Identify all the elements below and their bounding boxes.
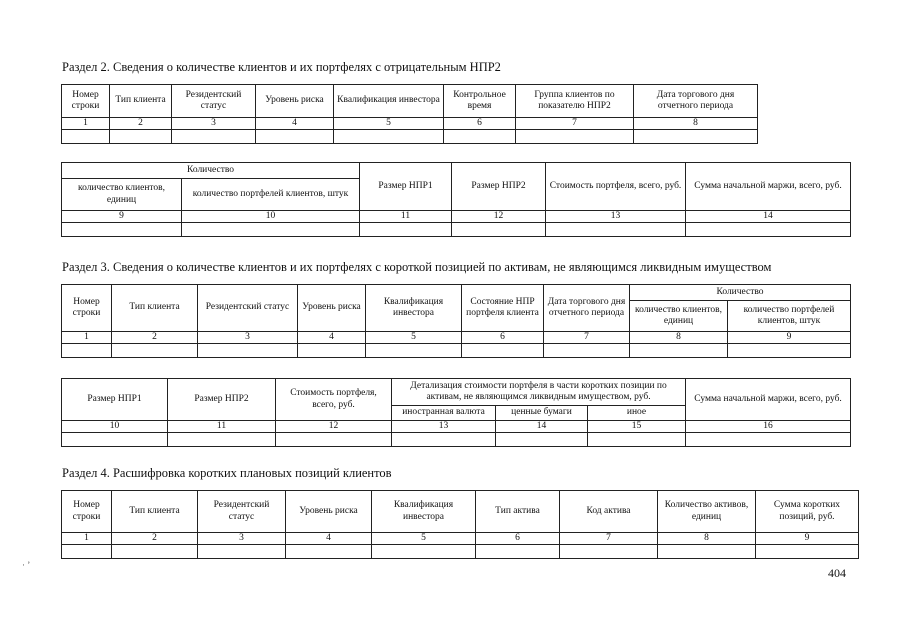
column-number: 1 (62, 533, 112, 545)
empty-cell (112, 344, 198, 358)
header-cell: Сумма коротких позиций, руб. (756, 491, 859, 533)
column-number: 4 (286, 533, 372, 545)
section-3-heading: Раздел 3. Сведения о количестве клиентов и их портфелях с короткой позицией по активам, не являющимся ликвидным имуществом (62, 260, 772, 274)
column-number: 12 (452, 211, 546, 223)
column-number: 9 (756, 533, 859, 545)
header-cell: Тип клиента (112, 285, 198, 332)
empty-cell (372, 545, 476, 559)
column-number: 11 (168, 421, 276, 433)
column-number: 3 (172, 118, 256, 130)
column-number: 14 (496, 421, 588, 433)
header-cell: Квалификация инвестора (372, 491, 476, 533)
empty-cell (168, 433, 276, 447)
header-cell: иное (588, 406, 686, 421)
header-cell: Уровень риска (286, 491, 372, 533)
empty-cell (588, 433, 686, 447)
section-3-table-2 (61, 378, 851, 447)
column-number: 10 (62, 421, 168, 433)
column-number: 14 (686, 211, 851, 223)
header-cell: Размер НПР2 (168, 379, 276, 421)
empty-cell (110, 130, 172, 144)
header-cell: Состояние НПР портфеля клиента (462, 285, 544, 332)
header-cell: Дата торгового дня отчетного периода (544, 285, 630, 332)
group-header: Количество (62, 163, 360, 179)
header-cell: количество клиентов, единиц (630, 301, 728, 332)
column-number: 6 (462, 332, 544, 344)
header-cell: Тип клиента (110, 85, 172, 118)
empty-cell (686, 223, 851, 237)
group-header: Количество (630, 285, 851, 301)
header-cell: Резидентский статус (198, 285, 298, 332)
column-number: 15 (588, 421, 686, 433)
empty-cell (62, 130, 110, 144)
header-cell: Квалификация инвестора (366, 285, 462, 332)
empty-cell (198, 545, 286, 559)
empty-cell (62, 433, 168, 447)
empty-cell (496, 433, 588, 447)
empty-cell (544, 344, 630, 358)
empty-cell (62, 545, 112, 559)
empty-cell (366, 344, 462, 358)
empty-cell (444, 130, 516, 144)
empty-cell (62, 344, 112, 358)
empty-cell (392, 433, 496, 447)
empty-cell (634, 130, 758, 144)
empty-cell (256, 130, 334, 144)
header-cell: количество портфелей клиентов, штук (182, 179, 360, 211)
empty-cell (182, 223, 360, 237)
empty-cell (462, 344, 544, 358)
section-4-table-1 (61, 490, 859, 559)
header-cell: Размер НПР1 (360, 163, 452, 211)
empty-cell (286, 545, 372, 559)
header-cell: Сумма начальной маржи, всего, руб. (686, 163, 851, 211)
column-number: 4 (256, 118, 334, 130)
section-4-heading: Раздел 4. Расшифровка коротких плановых позиций клиентов (62, 466, 392, 480)
header-cell: количество клиентов, единиц (62, 179, 182, 211)
column-number: 11 (360, 211, 452, 223)
section-2-table-1 (61, 84, 758, 144)
column-number: 8 (658, 533, 756, 545)
empty-cell (630, 344, 728, 358)
header-cell: Тип актива (476, 491, 560, 533)
scan-artifact: · ’ (22, 560, 31, 570)
empty-cell (546, 223, 686, 237)
column-number: 8 (630, 332, 728, 344)
empty-cell (360, 223, 452, 237)
column-number: 2 (112, 332, 198, 344)
empty-cell (62, 223, 182, 237)
empty-cell (658, 545, 756, 559)
empty-cell (728, 344, 851, 358)
header-cell: Дата торгового дня отчетного периода (634, 85, 758, 118)
column-number: 3 (198, 533, 286, 545)
column-number: 7 (516, 118, 634, 130)
header-cell: Контрольное время (444, 85, 516, 118)
column-number: 5 (366, 332, 462, 344)
column-number: 8 (634, 118, 758, 130)
column-number: 16 (686, 421, 851, 433)
column-number: 7 (544, 332, 630, 344)
group-header: Детализация стоимости портфеля в части коротких позиции по активам, не являющимся ликвидным имуществом, руб. (392, 379, 686, 406)
column-number: 9 (728, 332, 851, 344)
empty-cell (686, 433, 851, 447)
column-number: 3 (198, 332, 298, 344)
empty-cell (112, 545, 198, 559)
header-cell: Номер строки (62, 85, 110, 118)
column-number: 6 (476, 533, 560, 545)
header-cell: Номер строки (62, 491, 112, 533)
header-cell: Номер строки (62, 285, 112, 332)
column-number: 5 (334, 118, 444, 130)
header-cell: Тип клиента (112, 491, 198, 533)
empty-cell (198, 344, 298, 358)
column-number: 6 (444, 118, 516, 130)
header-cell: Стоимость портфеля, всего, руб. (546, 163, 686, 211)
empty-cell (516, 130, 634, 144)
empty-cell (298, 344, 366, 358)
header-cell: ценные бумаги (496, 406, 588, 421)
empty-cell (756, 545, 859, 559)
header-cell: Сумма начальной маржи, всего, руб. (686, 379, 851, 421)
header-cell: Код актива (560, 491, 658, 533)
column-number: 4 (298, 332, 366, 344)
empty-cell (560, 545, 658, 559)
header-cell: Размер НПР2 (452, 163, 546, 211)
empty-cell (276, 433, 392, 447)
header-cell: Уровень риска (256, 85, 334, 118)
empty-cell (452, 223, 546, 237)
header-cell: Уровень риска (298, 285, 366, 332)
section-2-table-2 (61, 162, 851, 237)
header-cell: Группа клиентов по показателю НПР2 (516, 85, 634, 118)
column-number: 7 (560, 533, 658, 545)
empty-cell (476, 545, 560, 559)
section-2-heading: Раздел 2. Сведения о количестве клиентов и их портфелях с отрицательным НПР2 (62, 60, 501, 74)
column-number: 12 (276, 421, 392, 433)
column-number: 5 (372, 533, 476, 545)
header-cell: Количество активов, единиц (658, 491, 756, 533)
header-cell: Резидентский статус (198, 491, 286, 533)
header-cell: Стоимость портфеля, всего, руб. (276, 379, 392, 421)
section-3-table-1 (61, 284, 851, 358)
column-number: 13 (392, 421, 496, 433)
header-cell: иностранная валюта (392, 406, 496, 421)
header-cell: Квалификация инвестора (334, 85, 444, 118)
column-number: 2 (110, 118, 172, 130)
empty-cell (172, 130, 256, 144)
page-number: 404 (828, 566, 846, 580)
header-cell: количество портфелей клиентов, штук (728, 301, 851, 332)
header-cell: Резидентский статус (172, 85, 256, 118)
column-number: 1 (62, 118, 110, 130)
header-cell: Размер НПР1 (62, 379, 168, 421)
empty-cell (334, 130, 444, 144)
column-number: 13 (546, 211, 686, 223)
column-number: 10 (182, 211, 360, 223)
column-number: 9 (62, 211, 182, 223)
column-number: 2 (112, 533, 198, 545)
column-number: 1 (62, 332, 112, 344)
